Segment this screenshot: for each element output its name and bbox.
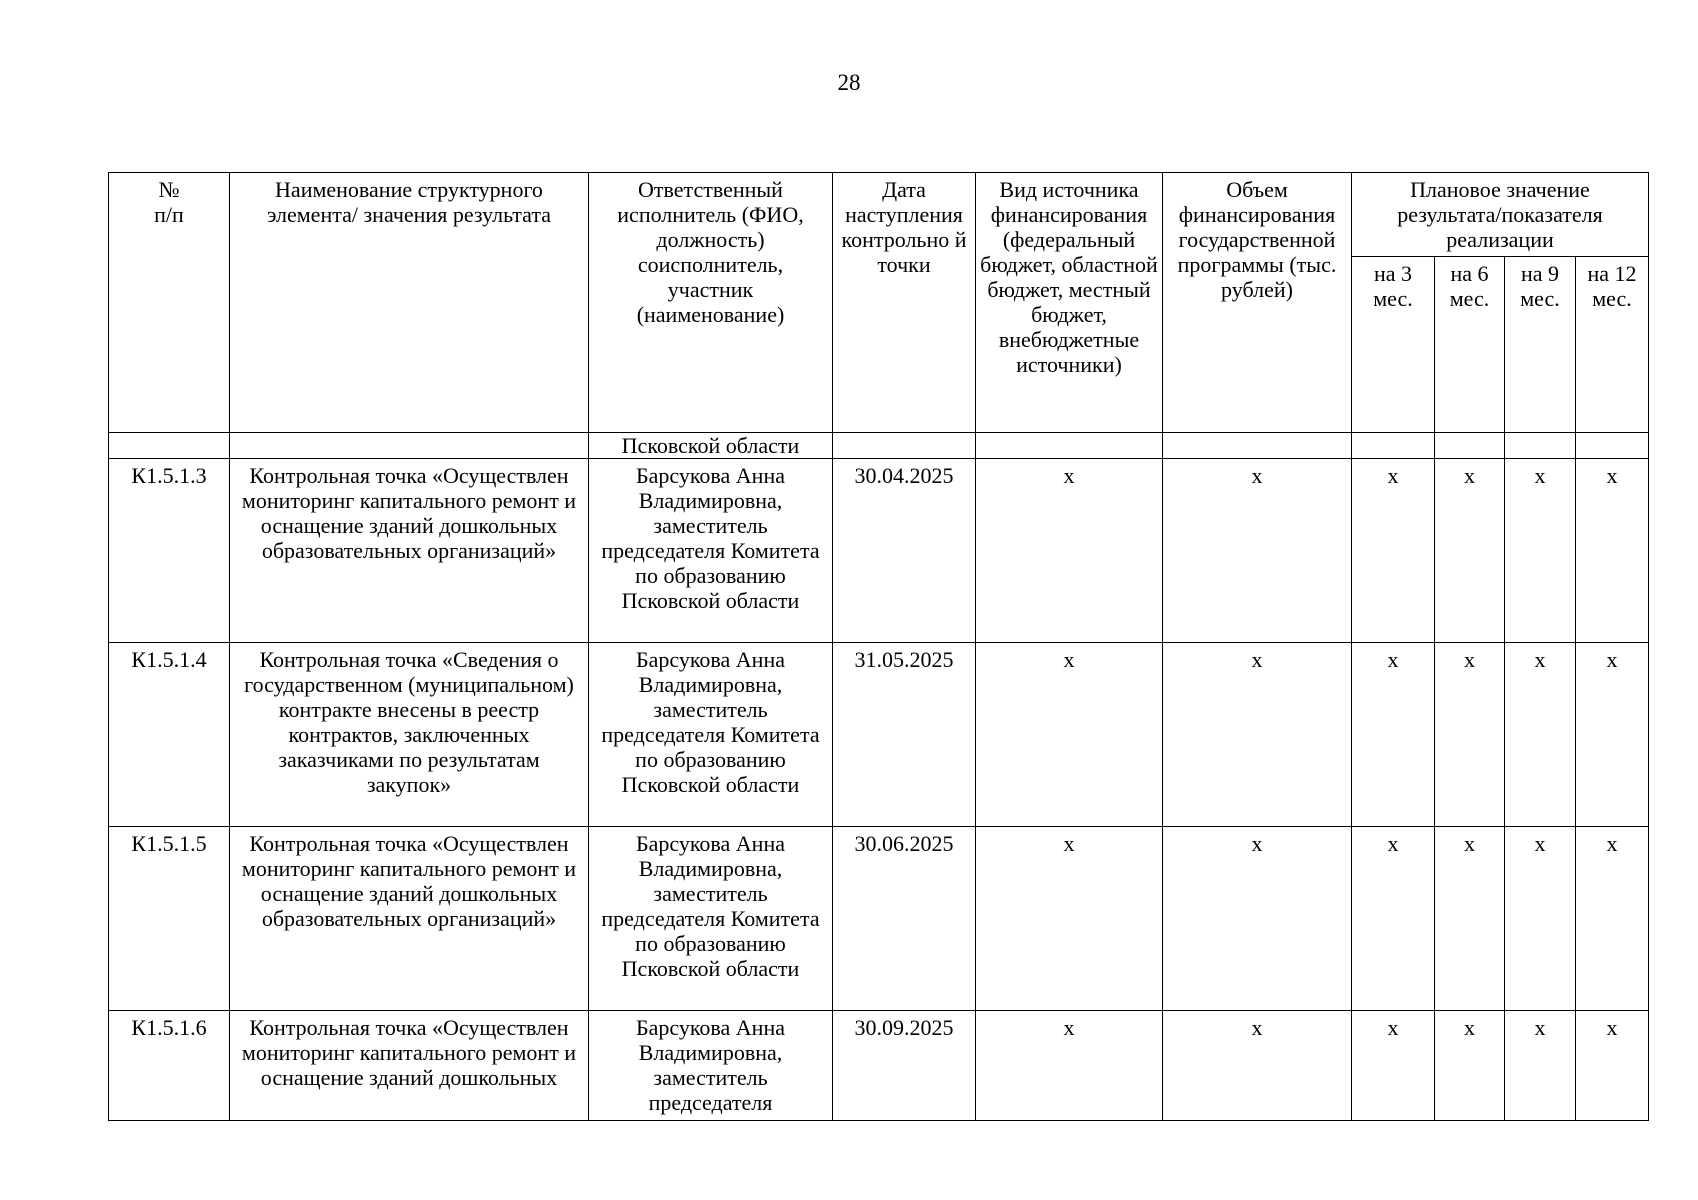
row-code: К1.5.1.6	[109, 1011, 230, 1121]
header-12-months: на 12 мес.	[1576, 257, 1649, 433]
row-date: 30.04.2025	[833, 459, 976, 643]
table-row	[109, 1011, 1649, 1121]
table-row	[109, 643, 1649, 827]
row-6-months: х	[1435, 643, 1505, 827]
control-points-table	[108, 172, 1649, 1121]
row-funding-source: х	[976, 827, 1163, 1011]
table-row	[109, 827, 1649, 1011]
row-date: 30.06.2025	[833, 827, 976, 1011]
row-9-months: х	[1505, 1011, 1576, 1121]
row-funding-source: х	[976, 459, 1163, 643]
row-9-months: х	[1505, 643, 1576, 827]
table-row-continuation	[109, 433, 1649, 459]
row-funding-volume: х	[1163, 643, 1352, 827]
row-12-months: х	[1576, 1011, 1649, 1121]
row-responsible: Барсукова Анна Владимировна, заместитель председателя	[589, 1011, 833, 1121]
continuation-responsible: Псковской области	[589, 433, 833, 459]
row-code: К1.5.1.3	[109, 459, 230, 643]
row-responsible: Барсукова Анна Владимировна, заместитель председателя Комитета по образованию Псковской области	[589, 643, 833, 827]
row-9-months: х	[1505, 459, 1576, 643]
header-9-months: на 9 мес.	[1505, 257, 1576, 433]
header-planned-value: Плановое значение результата/показателя реализации	[1352, 173, 1649, 257]
header-funding-source: Вид источника финансирования (федеральный бюджет, областной бюджет, местный бюджет, внебюджетные источники)	[976, 173, 1163, 433]
row-date: 31.05.2025	[833, 643, 976, 827]
row-6-months: х	[1435, 459, 1505, 643]
header-date: Дата наступления контрольно й точки	[833, 173, 976, 433]
row-name: Контрольная точка «Осуществлен мониторинг капитального ремонт и оснащение зданий дошкольных	[230, 1011, 589, 1121]
header-number: № п/п	[109, 173, 230, 433]
row-funding-source: х	[976, 643, 1163, 827]
table-row	[109, 459, 1649, 643]
page-number: 28	[837, 70, 861, 95]
header-name: Наименование структурного элемента/ значения результата	[230, 173, 589, 433]
row-responsible: Барсукова Анна Владимировна, заместитель председателя Комитета по образованию Псковской области	[589, 827, 833, 1011]
row-name: Контрольная точка «Осуществлен мониторинг капитального ремонт и оснащение зданий дошкольных образовательных организаций»	[230, 459, 589, 643]
header-funding-volume: Объем финансирования государственной программы (тыс. рублей)	[1163, 173, 1352, 433]
row-3-months: х	[1352, 1011, 1435, 1121]
row-12-months: х	[1576, 459, 1649, 643]
row-date: 30.09.2025	[833, 1011, 976, 1121]
row-funding-volume: х	[1163, 827, 1352, 1011]
row-code: К1.5.1.5	[109, 827, 230, 1011]
row-3-months: х	[1352, 459, 1435, 643]
row-3-months: х	[1352, 643, 1435, 827]
row-6-months: х	[1435, 827, 1505, 1011]
header-responsible: Ответственный исполнитель (ФИО, должность) соисполнитель, участник (наименование)	[589, 173, 833, 433]
row-9-months: х	[1505, 827, 1576, 1011]
row-code: К1.5.1.4	[109, 643, 230, 827]
row-name: Контрольная точка «Сведения о государственном (муниципальном) контракте внесены в реестр контрактов, заключенных заказчиками по результатам закупок»	[230, 643, 589, 827]
header-6-months: на 6 мес.	[1435, 257, 1505, 433]
row-funding-source: х	[976, 1011, 1163, 1121]
row-6-months: х	[1435, 1011, 1505, 1121]
row-name: Контрольная точка «Осуществлен мониторинг капитального ремонт и оснащение зданий дошкольных образовательных организаций»	[230, 827, 589, 1011]
row-funding-volume: х	[1163, 1011, 1352, 1121]
row-12-months: х	[1576, 643, 1649, 827]
row-funding-volume: х	[1163, 459, 1352, 643]
row-12-months: х	[1576, 827, 1649, 1011]
row-3-months: х	[1352, 827, 1435, 1011]
row-responsible: Барсукова Анна Владимировна, заместитель председателя Комитета по образованию Псковской области	[589, 459, 833, 643]
header-3-months: на 3 мес.	[1352, 257, 1435, 433]
